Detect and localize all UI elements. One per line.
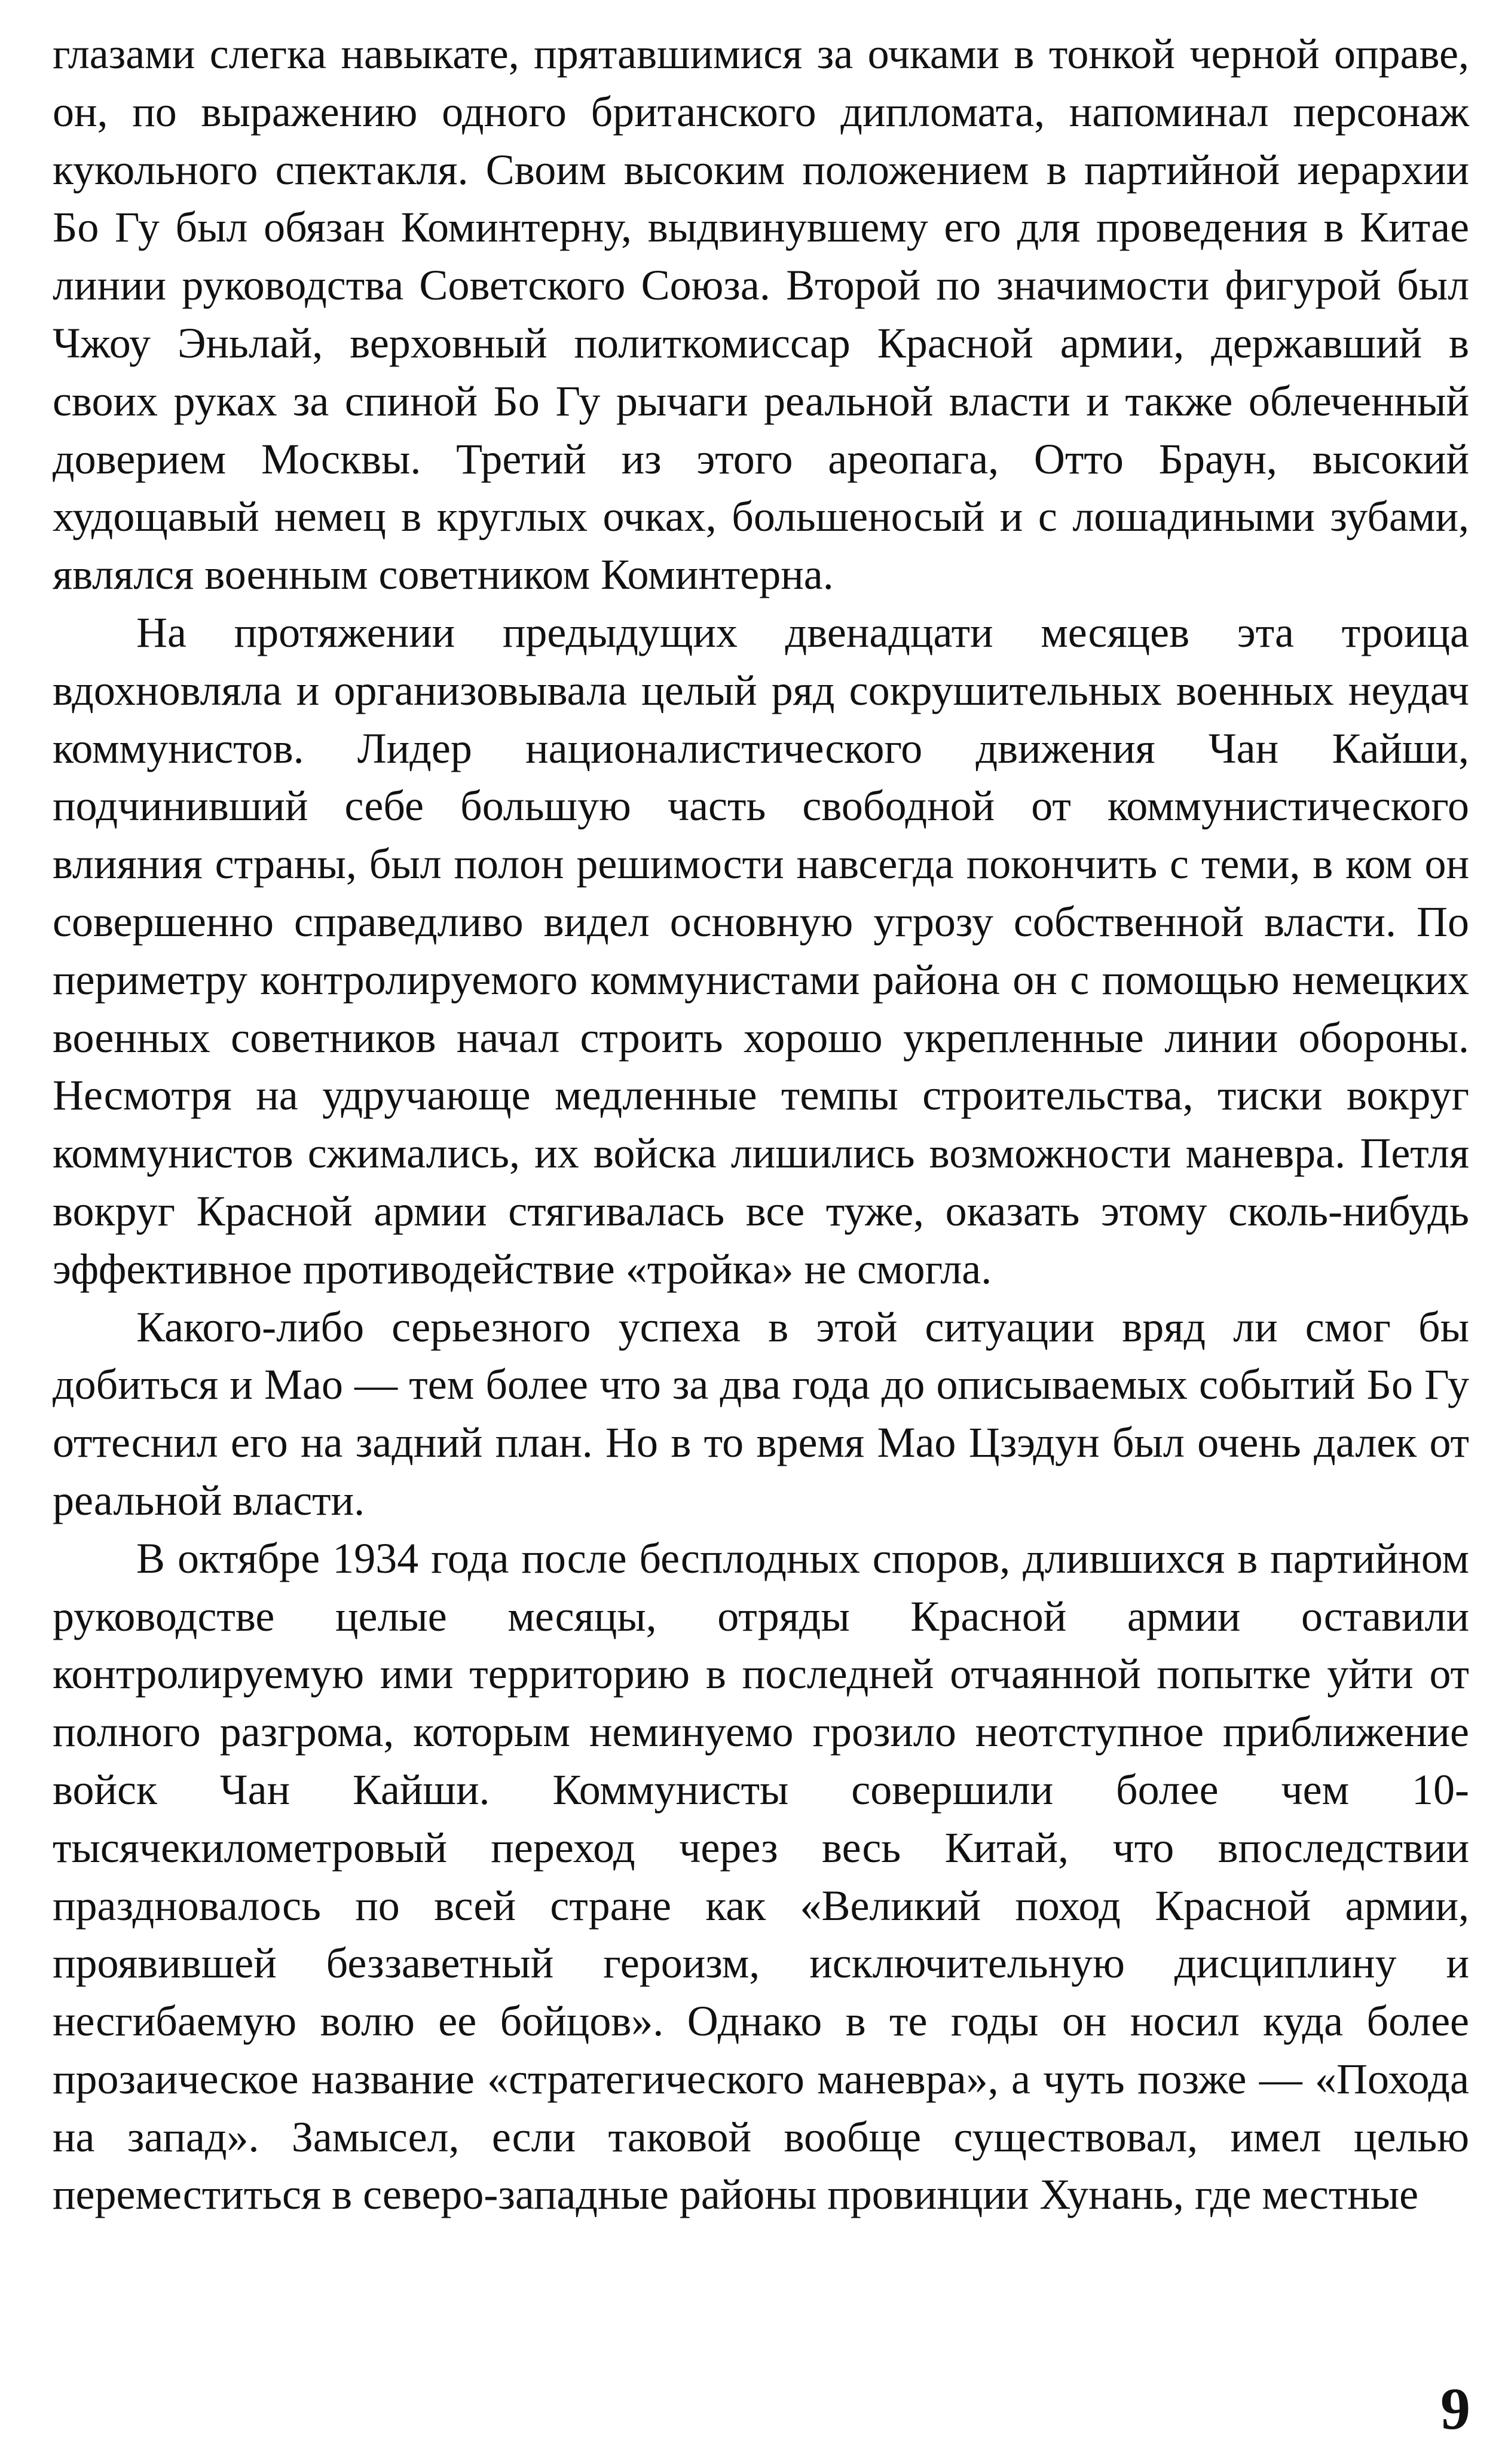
- page-number: 9: [1440, 2376, 1470, 2442]
- paragraph-2: На протяжении предыдущих двенадцати месяцев эта троица вдохновляла и организовывала целый ряд сокрушительных военных неудач коммунистов. Лидер националистического движения Чан Кайши, подчинивший себе большую часть свободной от коммунистического влияния страны, был полон решимости навсегда покончить с теми, в ком он совершенно справедливо видел основную угрозу собственной власти. По периметру контролируемого коммунистами района он с помощью немецких военных советников начал строить хорошо укрепленные линии обороны. Несмотря на удручающе медленные темпы строительства, тиски вокруг коммунистов сжимались, их войска лишились возможности маневра. Петля вокруг Красной армии стягивалась все туже, оказать этому сколь-нибудь эффективное противодействие «тройка» не смогла.: [53, 608, 1469, 1293]
- paragraph-3: Какого-либо серьезного успеха в этой ситуации вряд ли смог бы добиться и Мао — тем более что за два года до описываемых событий Бо Гу оттеснил его на задний план. Но в то время Мао Цзэдун был очень далек от реальной власти.: [53, 1303, 1469, 1524]
- paragraph-4: В октябре 1934 года после бесплодных споров, длившихся в партийном руководстве целые месяцы, отряды Красной армии оставили контролируемую ими территорию в последней отчаянной попытке уйти от полного разгрома, которым неминуемо грозило неотступное приближение войск Чан Кайши. Коммунисты совершили более чем 10-тысячекилометровый переход через весь Китай, что впоследствии праздновалось по всей стране как «Великий поход Красной армии, проявившей беззаветный героизм, исключительную дисциплину и несгибаемую волю ее бойцов». Однако в те годы он носил куда более прозаическое название «стратегического маневра», а чуть позже — «Похода на запад». Замысел, если таковой вообще существовал, имел целью переместиться в северо-западные районы провинции Хунань, где местные: [53, 1534, 1469, 2219]
- body-text: [53, 25, 1469, 2224]
- paragraph-1: глазами слегка навыкате, прятавшимися за очками в тонкой черной оправе, он, по выражению одного британского дипломата, напоминал персонаж кукольного спектакля. Своим высоким положением в партийной иерархии Бо Гу был обязан Коминтерну, выдвинувшему его для проведения в Китае линии руководства Советского Союза. Второй по значимости фигурой был Чжоу Эньлай, верховный политкомиссар Красной армии, державший в своих руках за спиной Бо Гу рычаги реальной власти и также облеченный доверием Москвы. Третий из этого ареопага, Отто Браун, высокий худощавый немец в круглых очках, большеносый и с лошадиными зубами, являлся военным советником Коминтерна.: [53, 30, 1469, 599]
